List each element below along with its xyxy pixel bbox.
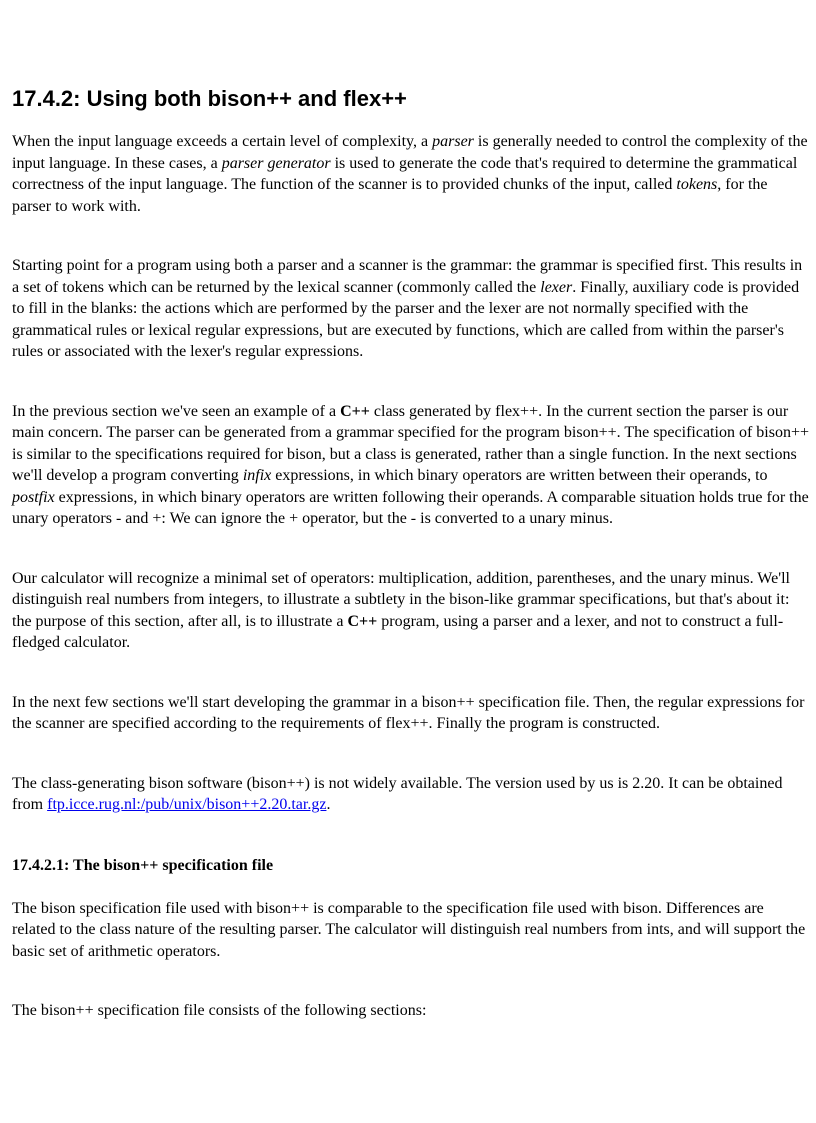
text-run: expressions, in which binary operators are written between their operands, to	[271, 467, 768, 484]
emphasis-infix: infix	[242, 467, 272, 484]
text-run: , for the parser to work with.	[12, 176, 768, 215]
section-title: 17.4.2: Using both bison++ and flex++	[12, 86, 407, 111]
paragraph-spec-sections: The bison++ specification file consists of the following sections:	[12, 1002, 427, 1019]
text-run: .	[326, 796, 331, 813]
text-run: . Finally, auxiliary code is provided to fill in the blanks: the actions which are performed by the parser and the lexer are not normally specified with the grammatical rules or lexical regular expressions, but are executed by functions, which are called from within the parser's rules or associated with the lexer's regular expressions.	[12, 278, 800, 360]
emphasis-tokens: tokens	[676, 176, 718, 193]
emphasis-parser-generator: parser generator	[221, 154, 331, 172]
text-run: When the input language exceeds a certain level of complexity, a	[12, 133, 433, 150]
paragraph-availability	[12, 773, 810, 816]
document-page	[12, 0, 810, 1022]
download-link[interactable]: ftp.icce.rug.nl:/pub/unix/bison++2.20.tar.gz	[47, 796, 327, 813]
emphasis-postfix: postfix	[12, 488, 55, 506]
subsection-title: 17.4.2.1: The bison++ specification file	[12, 856, 274, 874]
text-run: is used to generate the code that's required to determine the grammatical correctness of the input language. The function of the scanner is to provided chunks of the input, called	[12, 154, 798, 193]
text-run: expressions, in which binary operators are written following their operands. A comparable situation holds true for the unary operators - and +: We can ignore the + operator, but the - is converted to a unary minus.	[12, 488, 809, 527]
paragraph-previous-section	[12, 401, 810, 530]
text-run: class generated by flex++. In the current section the parser is our main concern. The parser can be generated from a grammar specified for the program bison++. The specification of bison++ is similar to the specifications required for bison, but a class is generated, rather than a single function. In the next sections we'll develop a program converting	[12, 402, 809, 484]
paragraph-next-sections: In the next few sections we'll start developing the grammar in a bison++ specification file. Then, the regular expressions for the scanner are specified according to the requirements of flex++. Finally the program is constructed.	[12, 693, 805, 732]
paragraph-spec-file: The bison specification file used with bison++ is comparable to the specification file used with bison. Differences are related to the class nature of the resulting parser. The calculator will distinguish real numbers from ints, and will support the basic set of arithmetic operators.	[12, 899, 806, 960]
paragraph-starting-point	[12, 255, 810, 363]
emphasis-lexer: lexer	[540, 278, 573, 296]
paragraph-intro	[12, 131, 810, 217]
text-run: Starting point for a program using both a parser and a scanner is the grammar: the grammar is specified first. This results in a set of tokens which can be returned by the lexical scanner (commonly called the	[12, 257, 803, 296]
text-run: program, using a parser and a lexer, and not to construct a full-fledged calculator.	[12, 612, 784, 651]
emphasis-parser: parser	[432, 133, 474, 150]
text-run: Our calculator will recognize a minimal set of operators: multiplication, addition, parentheses, and the unary minus. We'll distinguish real numbers from integers, to illustrate a subtlety in the bison-like grammar specifications, but that's about it: the purpose of this section, after all, is to illustrate a	[12, 569, 790, 630]
text-run: is generally needed to control the complexity of the input language. In these cases, a	[12, 133, 808, 172]
text-run: The class-generating bison software (bison++) is not widely available. The version used by us is 2.20. It can be obtained from	[12, 774, 783, 813]
strong-cpp: C++	[347, 612, 378, 630]
text-run: In the previous section we've seen an example of a	[12, 402, 341, 420]
paragraph-calculator	[12, 568, 810, 654]
strong-cpp: C++	[340, 402, 370, 420]
